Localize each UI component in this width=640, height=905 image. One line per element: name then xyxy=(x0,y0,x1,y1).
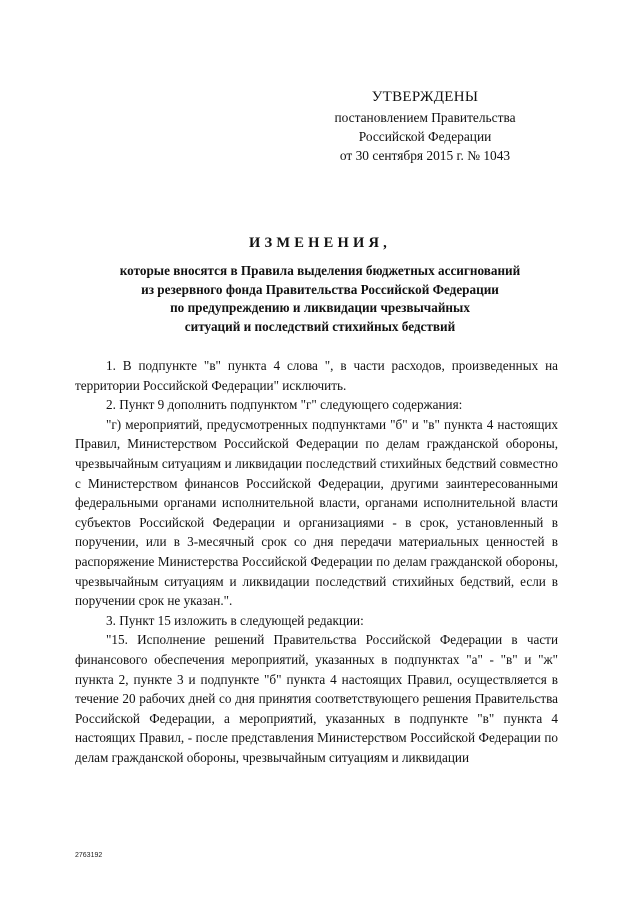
paragraph-2: 2. Пункт 9 дополнить подпунктом "г" следующего содержания: xyxy=(106,397,463,413)
approval-block xyxy=(330,88,520,165)
approval-line-1: постановлением Правительства xyxy=(334,110,516,125)
subtitle-line-2: из резервного фонда Правительства Российской Федерации xyxy=(141,281,499,297)
paragraph-4: 3. Пункт 15 изложить в следующей редакции: xyxy=(106,612,364,628)
paragraph-5: "15. Исполнение решений Правительства Российской Федерации в части финансового обеспечения мероприятий, указанных в подпунктах "а" - "в" и "ж" пункта 2, пункте 3 и подпункте "б" пункта 4 настоящих Правил, осуществляется в течение 20 рабочих дней со дня принятия соответствующего решения Правительства Российской Федерации, а мероприятий, указанных в подпункте "в" пункта 4 настоящих Правил, - после представления Министерством Российской Федерации по делам гражданской обороны, чрезвычайным ситуациям и ликвидации xyxy=(75,632,558,765)
approval-line-3: от 30 сентября 2015 г. № 1043 xyxy=(339,148,511,163)
paragraph-1: 1. В подпункте "в" пункта 4 слова ", в части расходов, произведенных на территории Российской Федерации" исключить. xyxy=(75,358,558,393)
document-subtitle xyxy=(60,262,580,336)
subtitle-line-3: по предупреждению и ликвидации чрезвычайных xyxy=(170,300,470,315)
document-code: 2763192 xyxy=(75,852,103,859)
approval-heading: УТВЕРЖДЕНЫ xyxy=(371,89,479,105)
paragraph-3: "г) мероприятий, предусмотренных подпунктами "б" и "в" пункта 4 настоящих Правил, Министерством Российской Федерации по делам гражданской обороны, чрезвычайным ситуациям и ликвидации последствий стихийных бедствий совместно с Министерством финансов Российской Федерации, другими заинтересованными федеральными органами исполнительной власти, органами исполнительной власти субъектов Российской Федерации и организациями - в срок, установленный в поручении, или в 3-месячный срок со дня передачи материальных ценностей в распоряжение Министерства Российской Федерации по делам гражданской обороны, чрезвычайным ситуациям и ликвидации последствий стихийных бедствий, если в поручении срок не указан.". xyxy=(75,416,558,609)
subtitle-line-1: которые вносятся в Правила выделения бюджетных ассигнований xyxy=(119,263,521,278)
subtitle-line-4: ситуаций и последствий стихийных бедствий xyxy=(184,318,456,334)
approval-line-2: Российской Федерации xyxy=(358,129,492,144)
document-title: ИЗМЕНЕНИЯ, xyxy=(249,235,391,251)
document-body xyxy=(75,356,558,767)
